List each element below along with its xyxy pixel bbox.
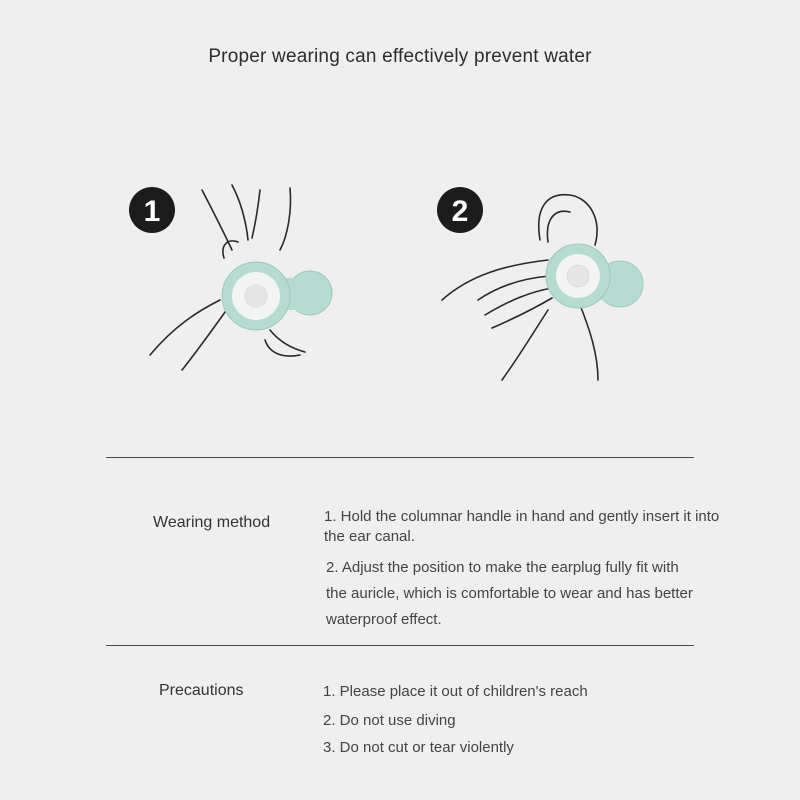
wearing-step-2: 2. Adjust the position to make the earplug fully fit with the auricle, which is comfortable to wear and has better waterproof effect. — [326, 559, 693, 628]
step-1-illustration — [120, 180, 360, 380]
step-badge-number: 2 — [451, 195, 469, 228]
precaution-item: 2. Do not use diving — [323, 712, 456, 729]
earplug-icon — [222, 262, 332, 330]
step-badge-1 — [129, 187, 175, 233]
precautions-label: Precautions — [159, 682, 244, 699]
wearing-method-label: Wearing method — [153, 514, 271, 531]
hand-inserting-earplug-icon — [120, 180, 360, 380]
earplug-icon — [546, 244, 643, 308]
step-2-illustration — [430, 180, 670, 390]
step-badge-2 — [437, 187, 483, 233]
step-badge-number: 1 — [143, 195, 161, 228]
section-divider — [106, 645, 694, 646]
precaution-item: 1. Please place it out of children's reach — [323, 683, 588, 700]
section-divider — [106, 457, 694, 458]
wearing-step-1: 1. Hold the columnar handle in hand and gently insert it into the ear canal. — [324, 508, 720, 545]
hand-adjusting-earplug-icon — [430, 180, 670, 390]
page-title: Proper wearing can effectively prevent water — [208, 46, 592, 67]
precaution-item: 3. Do not cut or tear violently — [323, 739, 514, 756]
